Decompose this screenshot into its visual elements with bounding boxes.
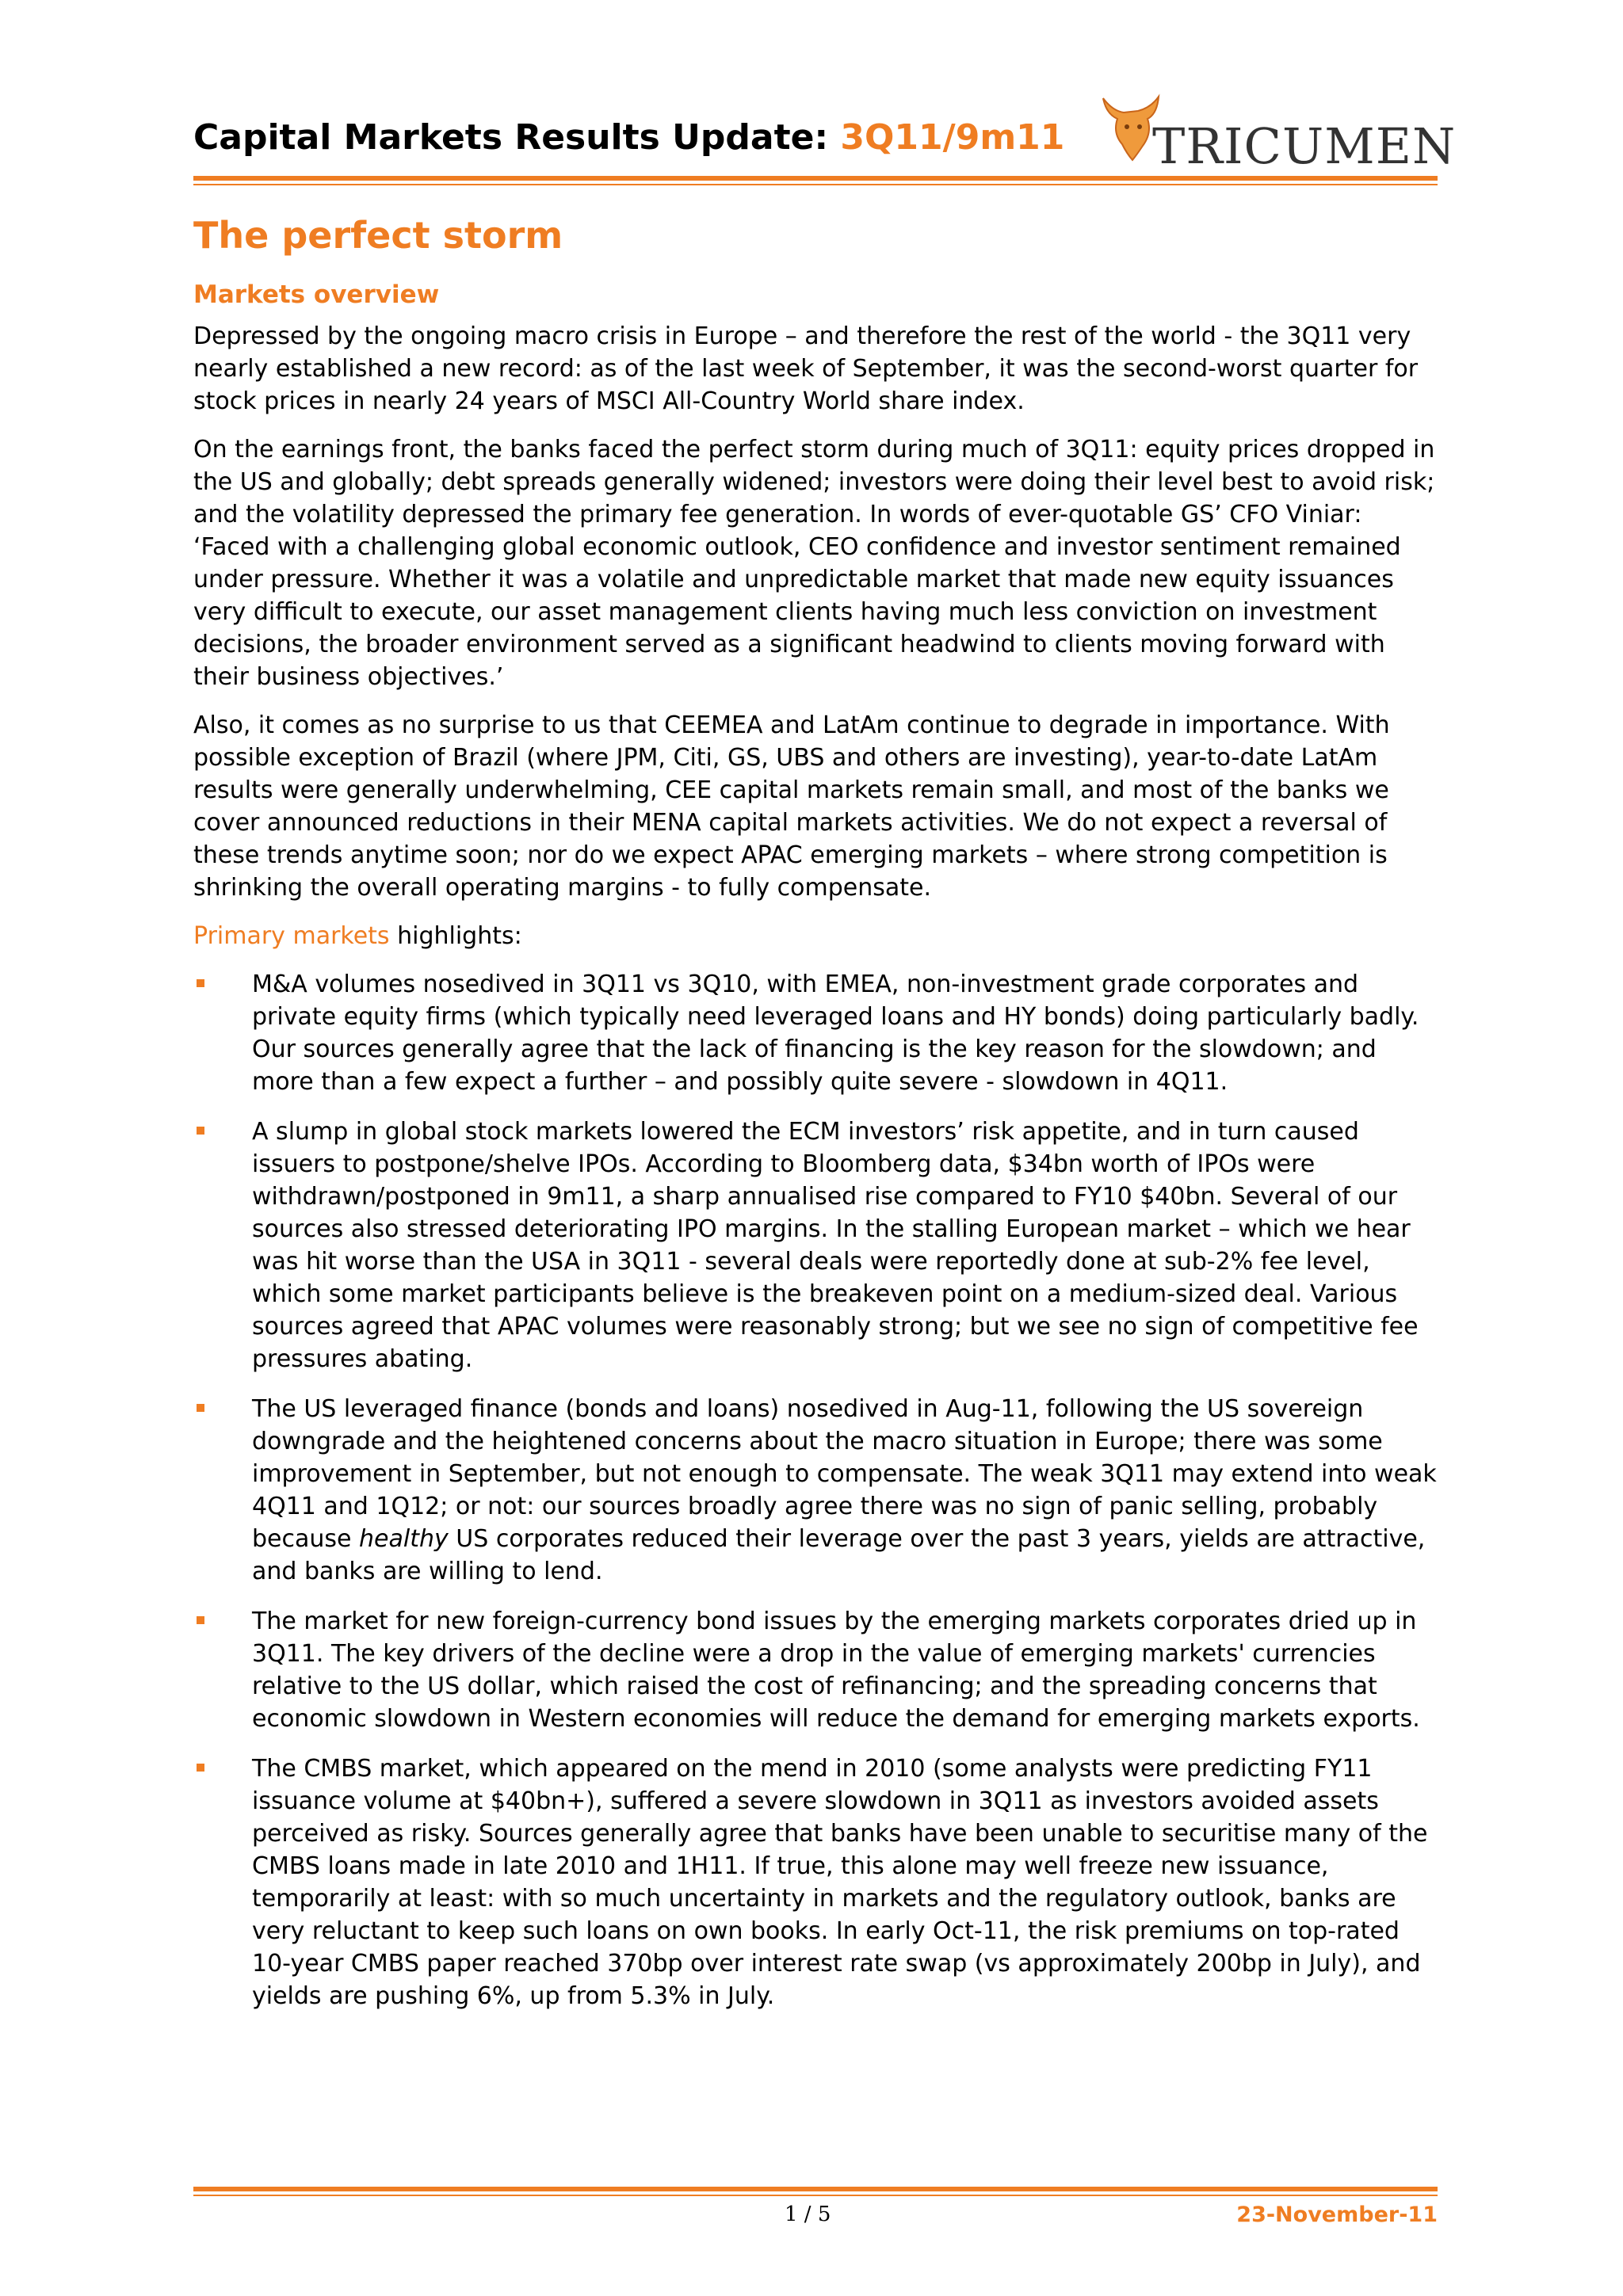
page-header <box>193 87 1457 198</box>
report-title <box>193 117 1064 158</box>
list-item-text-post: US corporates reduced their leverage over the past 3 years, yields are attractive, and banks are willing to lend. <box>252 1525 1426 1585</box>
paragraph: Depressed by the ongoing macro crisis in Europe – and therefore the rest of the world - the 3Q11 very nearly established a new record: as of the last week of September, it was the second-worst quarter for stock prices in nearly 24 years of MSCI All-Country World share index. <box>193 322 1419 415</box>
list-item-text: M&A volumes nosedived in 3Q11 vs 3Q10, with EMEA, non-investment grade corporates and private equity firms (which typically need leveraged loans and HY bonds) doing particularly badly. Our sources generally agree that the lack of financing is the key reason for the slowdown; and more than a few expect a further – and possibly quite severe - slowdown in 4Q11. <box>252 971 1419 1096</box>
subsection-heading: Markets overview <box>193 280 440 309</box>
paragraph: Also, it comes as no surprise to us that CEEMEA and LatAm continue to degrade in importance. With possible exception of Brazil (where JPM, Citi, GS, UBS and others are investing), year-to-date LatAm results were generally underwhelming, CEE capital markets remain small, and most of the banks we cover announced reductions in their MENA capital markets activities. We do not expect a reversal of these trends anytime soon; nor do we expect APAC emerging markets – where strong competition is shrinking the overall operating margins - to fully compensate. <box>193 711 1390 902</box>
bullet-square-icon <box>197 979 204 987</box>
tricumen-logo <box>1089 87 1457 175</box>
header-rule-thin <box>193 184 1438 185</box>
list-item <box>193 1393 1438 1588</box>
bullet-square-icon <box>197 1616 204 1624</box>
report-date: 23-November-11 <box>1236 2203 1438 2227</box>
bullet-square-icon <box>197 1127 204 1135</box>
list-item-text: A slump in global stock markets lowered the ECM investors’ risk appetite, and in turn caused issuers to postpone/shelve IPOs. According to Bloomberg data, $34bn worth of IPOs were withdrawn/postponed in 9m11, a sharp annualised rise compared to FY10 $40bn. Several of our sources also stressed deteriorating IPO margins. In the stalling European market – which we hear was hit worse than the USA in 3Q11 - several deals were reportedly done at sub-2% fee level, which some market participants believe is the breakeven point on a medium-sized deal. Various sources agreed that APAC volumes were reasonably strong; but we see no sign of competitive fee pressures abating. <box>252 1118 1419 1373</box>
highlights-intro-text: highlights: <box>389 922 522 950</box>
list-item <box>193 1116 1438 1375</box>
report-title-main: Capital Markets Results Update: <box>193 117 841 158</box>
report-period: 3Q11/9m11 <box>840 117 1065 158</box>
bullet-square-icon <box>197 1404 204 1412</box>
list-item <box>193 1605 1438 1735</box>
list-item-text: The CMBS market, which appeared on the mend in 2010 (some analysts were predicting FY11 issuance volume at $40bn+), suffered a severe slowdown in 3Q11 as investors avoided assets perceived as risky. Sources generally agree that banks have been unable to securitise many of the CMBS loans made in late 2010 and 1H11. If true, this alone may well freeze new issuance, temporarily at least: with so much uncertainty in markets and the regulatory outlook, banks are very reluctant to keep such loans on own books. In early Oct-11, the risk premiums on top-rated 10-year CMBS paper reached 370bp over interest rate swap (vs approximately 200bp in July), and yields are pushing 6%, up from 5.3% in July. <box>252 1755 1428 2010</box>
main-content <box>193 208 1438 2030</box>
logo-wordmark: TRICUMEN <box>1152 117 1457 175</box>
list-item <box>193 968 1438 1098</box>
list-item-text: The market for new foreign-currency bond issues by the emerging markets corporates dried up in 3Q11. The key drivers of the decline were a drop in the value of emerging markets' currencies relative to the US dollar, which raised the cost of refinancing; and the spreading concerns that economic slowdown in Western economies will reduce the demand for emerging markets exports. <box>252 1608 1420 1733</box>
bullet-square-icon <box>197 1764 204 1772</box>
primary-markets-link[interactable]: Primary markets <box>193 922 390 950</box>
highlights-list <box>193 968 1438 2012</box>
highlights-intro <box>193 920 1438 952</box>
section-heading: The perfect storm <box>193 214 563 257</box>
footer-rule <box>193 2187 1438 2191</box>
page-number: 1 / 5 <box>785 2203 831 2226</box>
list-item-emphasis: healthy <box>359 1525 449 1553</box>
header-rule <box>193 176 1438 181</box>
footer-rule-thin <box>193 2195 1438 2196</box>
paragraph: On the earnings front, the banks faced the perfect storm during much of 3Q11: equity prices dropped in the US and globally; debt spreads generally widened; investors were doing their level best to avoid risk; and the volatility depressed the primary fee generation. In words of ever-quotable GS’ CFO Viniar: ‘Faced with a challenging global economic outlook, CEO confidence and investor sentiment remained under pressure. Whether it was a volatile and unpredictable market that made new equity issuances very difficult to execute, our asset management clients having much less conviction on investment decisions, the broader environment served as a significant headwind to clients moving forward with their business objectives.’ <box>193 436 1435 691</box>
list-item-text-pre: The US leveraged finance (bonds and loans) nosedived in Aug-11, following the US sovereign downgrade and the heightened concerns about the macro situation in Europe; there was some improvement in September, but not enough to compensate. The weak 3Q11 may extend into weak 4Q11 and 1Q12; or not: our sources broadly agree there was no sign of panic selling, probably because <box>252 1395 1437 1553</box>
list-item <box>193 1753 1438 2012</box>
